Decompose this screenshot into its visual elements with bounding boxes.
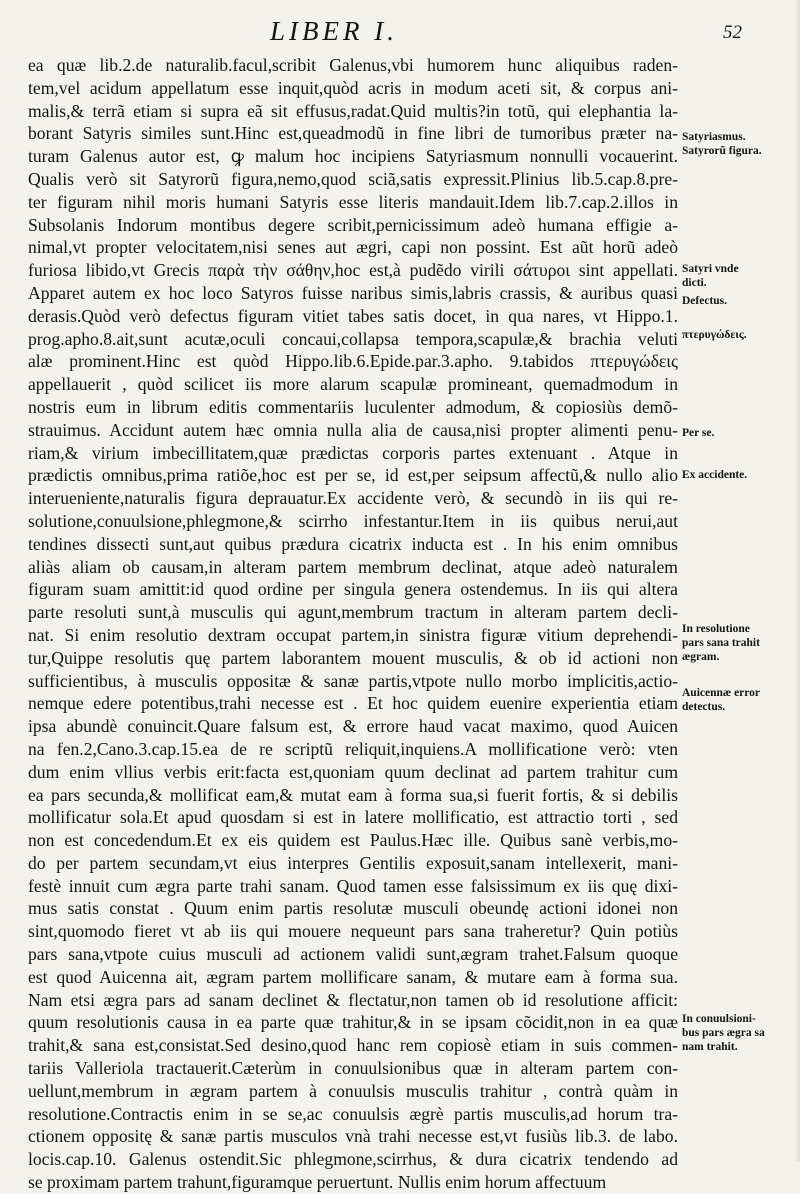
text-line: tur,Quippe resolutis quę partem laborantem mouent musculis, & ob id actioni non: [28, 647, 678, 668]
text-line: figuram suam amittit:id quod ordine per singula genera ostendemus. In iis qui altera: [28, 579, 678, 600]
marginal-note: [682, 426, 798, 440]
marginal-note: [682, 468, 798, 482]
text-line: tariis Valleriola tractauerit.Cæterùm in conuulsionibus quæ in alteram partem con-: [28, 1058, 678, 1079]
text-line: est quod Auicenna ait, ægram partem mollificare sanam, & mutare eam à forma sua.: [28, 966, 678, 987]
text-line: nostris eum in librum editis commentariis luculenter admodum, & copiosiùs demõ-: [28, 396, 678, 417]
marginal-note-line: Satyri vnde: [682, 263, 739, 275]
body-text: [28, 54, 678, 1194]
page-edge-shadow: [794, 0, 800, 1161]
running-title: LIBER I.: [270, 16, 398, 46]
text-line: riam,& virium imbecillitatem,quæ prædictas corporis partes extenuant . Atque in: [28, 442, 678, 463]
text-line: ter figuram nihil moris humani Satyris esse literis mandauit.Idem lib.7.cap.2.illos in: [28, 191, 678, 212]
text-line: turam Galenus autor est, ꝙ malum hoc incipiens Satyriasmum nonnulli vocauerint.: [28, 146, 678, 167]
text-line: festè innuit cum ægra parte trahi sanam. Quod tamen esse falsissimum ex iis quę dixi-: [28, 875, 678, 896]
text-line: pars sana,vtpote cuius musculi ad actionem validi sunt,ægram trahet.Falsum quoque: [28, 944, 678, 965]
text-line: na fen.2,Cano.3.cap.15.ea de re scriptũ reliquit,inquiens.A mollificatione verò: vten: [28, 738, 678, 759]
marginal-note: [682, 294, 798, 308]
text-line: trahit,& sana est,consistat.Sed desino,quod hanc rem copiosè etiam in suis commen-: [28, 1035, 678, 1056]
text-line: non est concedendum.Et ex eis quidem est Paulus.Hæc ille. Quibus sanè verbis,mo-: [28, 830, 678, 851]
text-line: prog.apho.8.ait,sunt acutæ,oculi concaui,collapsa tempora,scapulæ,& brachia veluti: [28, 328, 678, 349]
text-line: sint,quomodo fieret vt ab iis qui mouere nequeunt pars sana traheretur? Quin potiùs: [28, 921, 678, 942]
text-line: ea pars secunda,& mollificat eam,& mutat eam à forma sua,si fuerit fortis, & si debilis: [28, 784, 678, 805]
text-line: resolutione.Contractis enim in se se,ac conuulsis ægrè partis musculis,ad horum tra-: [28, 1103, 678, 1124]
text-line: interueniente,naturalis figura deprauatur.Ex accidente verò, & secundò in iis qui re-: [28, 488, 678, 509]
text-line: nemque edere potentibus,trahi necesse est . Et hoc quidem euenire experientia etiam: [28, 693, 678, 714]
text-line: prædictis omnibus,prima ratiõe,hoc est per se, id est,per seipsum affectũ,& nullo alio: [28, 465, 678, 486]
marginal-note-line: nam trahit.: [682, 1041, 738, 1053]
text-line: derasis.Quòd verò defectus figuram vitiet tabes satis docet, in qua nares, vt Hippo.1.: [28, 305, 678, 326]
marginal-note: [682, 622, 798, 664]
text-line: Nam etsi ægra pars ad sanam declinet & flectatur,non tamen ob id resolutione afficit:: [28, 989, 678, 1010]
marginal-note: [682, 1012, 798, 1054]
text-line: Subsolanis Indorum montibus degere scribit,pernicissimum adeò humana effigie a-: [28, 214, 678, 235]
marginal-note-line: pars sana trahit: [682, 637, 760, 649]
marginal-note: [682, 262, 798, 290]
text-line: tem,vel acidum appellatum esse inquit,quòd acris in modum aceti sit, & corpus ani-: [28, 77, 678, 98]
marginal-note: [682, 130, 798, 158]
text-line: dum enim vllius verbis erit:facta est,quoniam quum declinat ad partem trahitur cum: [28, 761, 678, 782]
marginal-note-line: ægram.: [682, 651, 720, 663]
text-line: malis,& terrã etiam si supra eã sit effusus,radat.Quid multis?in totũ, qui elephantia la-: [28, 100, 678, 121]
marginal-note-line: Defectus.: [682, 295, 728, 307]
text-line: sufficientibus, à musculis oppositæ & sanæ partis,vtpote nullo morbo implicitis,actio-: [28, 670, 678, 691]
marginal-note-line: Satyriasmus.: [682, 131, 746, 143]
text-line: tendines dissecti sunt,aut quibus prædura cicatrix inducta est . In his enim omnibus: [28, 533, 678, 554]
text-line: do per partem secundam,vt eius interpres Gentilis exposuit,sanam intellexerit, mani-: [28, 852, 678, 873]
marginal-note-line: Per se.: [682, 427, 715, 439]
text-line: strauimus. Accidunt autem hæc omnia nulla alia de causa,nisi propter alimenti penu-: [28, 419, 678, 440]
marginal-note-line: detectus.: [682, 701, 726, 713]
text-line: quum resolutionis causa in ea parte quæ trahitur,& in se ipsam cõcidit,non in ea quæ: [28, 1012, 678, 1033]
text-line: nimal,vt propter velocitatem,nisi senes aut ægri, capi non possint. Est aũt horũ adeò: [28, 237, 678, 258]
text-line: nat. Si enim resolutio dextram occupat partem,in sinistra figuræ vitium deprehendi-: [28, 624, 678, 645]
page-header: [0, 16, 800, 48]
text-line: mollificatur sola.Et apud quosdam si est in latere mollificatio, est attractio torti , sed: [28, 807, 678, 828]
page-number: 52: [723, 22, 742, 43]
marginal-note-line: Auicennæ error: [682, 687, 761, 699]
marginal-note-line: Satyrorũ figura.: [682, 145, 762, 157]
marginal-note-line: In conuulsioni-: [682, 1013, 756, 1025]
marginal-note-line: Ex accidente.: [682, 469, 748, 481]
text-line: Qualis verò sit Satyrorũ figura,nemo,quod sciã,satis expressit.Plinius lib.5.cap.8.pre-: [28, 168, 678, 189]
text-line: furiosa libido,vt Grecis παρὰ τὴν σάθην,hoc est,à pudẽdo virili σάτυροι sint appellati.: [28, 260, 678, 281]
text-line: mus satis constat . Quum enim partis resolutæ musculi obeundę actioni idonei non: [28, 898, 678, 919]
text-line: appellauerit , quòd scilicet iis more alarum scapulæ promineant, quemadmodum in: [28, 374, 678, 395]
text-line: parte resoluti sunt,à musculis qui agunt,membrum tractum in alteram partem decli-: [28, 602, 678, 623]
text-line: alæ prominent.Hinc est quòd Hippo.lib.6.Epide.par.3.apho. 9.tabidos πτερυγώδεις: [28, 351, 678, 372]
marginal-note-line: πτερυγώδεις.: [682, 329, 747, 341]
text-line: se proximam partem trahunt,figuramque peruertunt. Nullis enim horum affectuum: [28, 1172, 607, 1193]
text-line: uellunt,membrum in ægram partem à conuulsis musculis trahitur , contrà quàm in: [28, 1080, 678, 1101]
marginal-note: [682, 328, 798, 342]
marginal-note-line: bus pars ægra sa: [682, 1027, 765, 1039]
text-line: ea quæ lib.2.de naturalib.facul,scribit Galenus,vbi humorem hunc aliquibus raden-: [28, 55, 678, 75]
text-line: Apparet autem ex hoc loco Satyros fuisse naribus simis,labris crassis, & auribus quasi: [28, 282, 678, 303]
marginal-note: [682, 686, 798, 714]
text-line: locis.cap.10. Galenus ostendit.Sic phlegmone,scirrhus, & dura cicatrix tendendo ad: [28, 1149, 678, 1170]
text-line: ctionem oppositę & sanæ partis musculos vnà trahi necesse est,vt fusiùs lib.3. de labo.: [28, 1126, 678, 1147]
text-line: borant Satyris similes sunt.Hinc est,queadmodũ in fine libri de tumoribus præter na-: [28, 123, 678, 144]
text-line: solutione,conuulsione,phlegmone,& scirrho infestantur.Item in iis quibus nerui,aut: [28, 510, 678, 531]
text-line: ipsa abundè conuincit.Quare falsum est, & errore haud vacat maximo, quod Auicen: [28, 716, 678, 737]
marginal-note-line: In resolutione: [682, 623, 750, 635]
text-line: aliàs aliam ob causam,in alteram partem membrum declinat, atque adeò naturalem: [28, 556, 678, 577]
marginal-note-line: dicti.: [682, 277, 707, 289]
